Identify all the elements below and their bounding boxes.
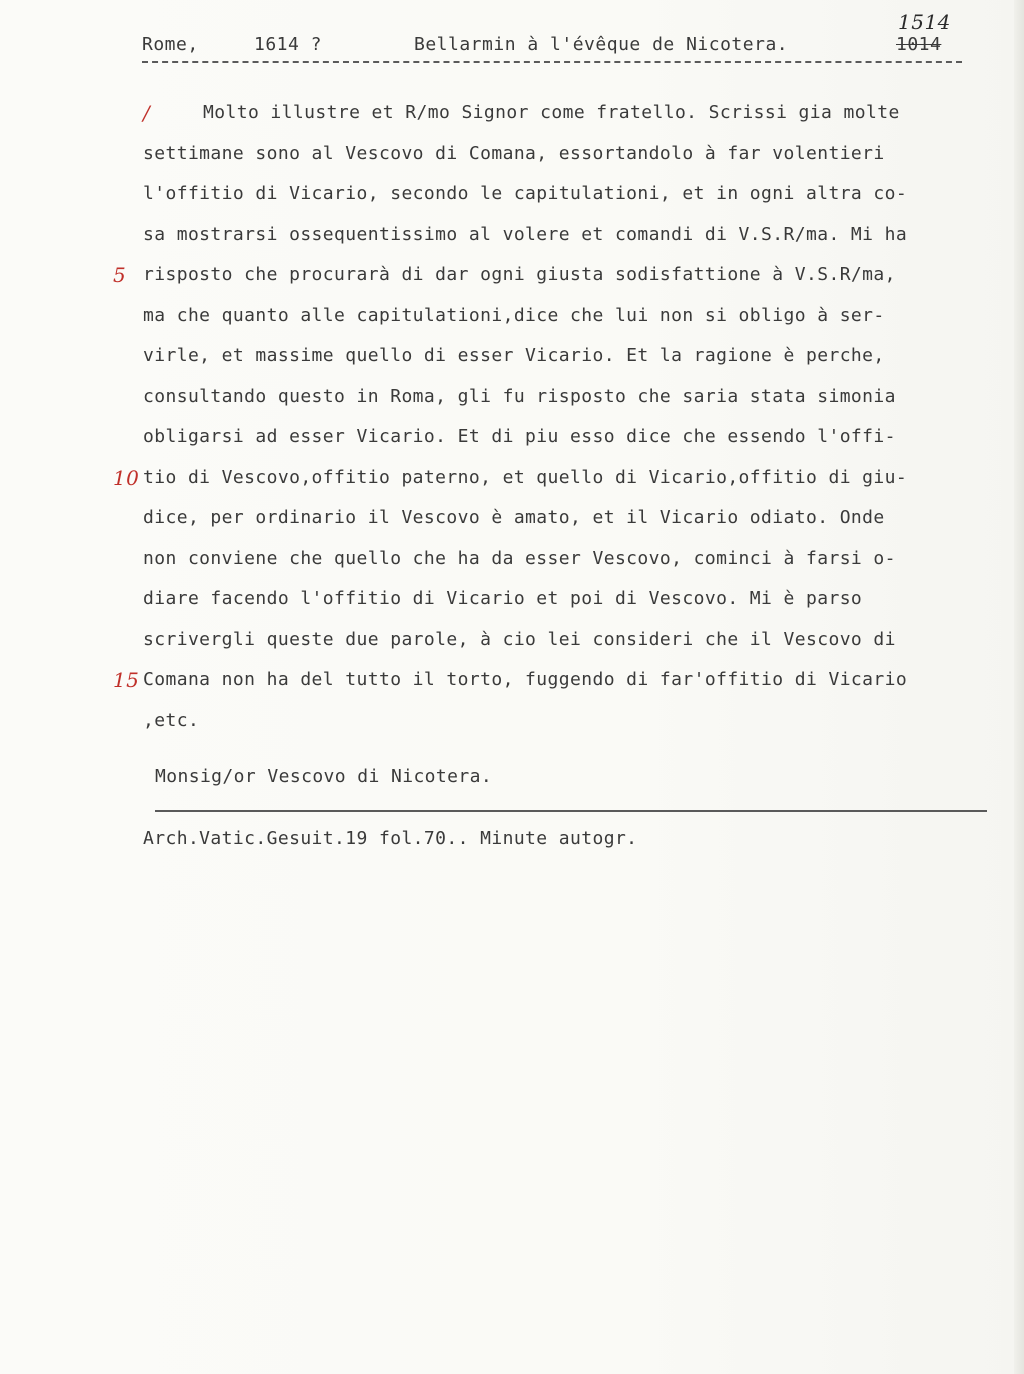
letter-line-text: Molto illustre et R/mo Signor come fratello. Scrissi gia molte bbox=[203, 102, 900, 123]
header-number-handwritten: 1514 bbox=[898, 10, 951, 34]
letter-line bbox=[143, 97, 993, 138]
paper-edge bbox=[1014, 0, 1024, 1374]
header-title: Bellarmin à l'évêque de Nicotera. bbox=[414, 34, 789, 55]
letter-line bbox=[143, 300, 993, 341]
letter-line-text: ,etc. bbox=[143, 709, 200, 731]
header-number-struck: 1014 bbox=[896, 34, 942, 55]
letter-line-text: l'offitio di Vicario, secondo le capitulationi, et in ogni altra co- bbox=[143, 183, 908, 204]
letter-line bbox=[143, 583, 993, 624]
letter-line-text: Comana non ha del tutto il torto, fuggendo di far'offitio di Vicario bbox=[143, 669, 908, 690]
letter-line bbox=[143, 624, 993, 665]
letter-line-text: non conviene che quello che ha da esser Vescovo, cominci à farsi o- bbox=[143, 547, 896, 569]
letter-line bbox=[143, 543, 993, 584]
letter-line bbox=[143, 381, 993, 422]
letter-body bbox=[113, 97, 993, 745]
letter-line bbox=[143, 219, 993, 260]
source-citation: Arch.Vatic.Gesuit.19 fol.70.. Minute autogr. bbox=[143, 828, 638, 849]
letter-line bbox=[143, 502, 993, 543]
letter-line-text: consultando questo in Roma, gli fu risposto che saria stata simonia bbox=[143, 385, 896, 407]
letter-line-text: diare facendo l'offitio di Vicario et poi di Vescovo. Mi è parso bbox=[143, 588, 863, 609]
letter-line-text: scrivergli queste due parole, à cio lei consideri che il Vescovo di bbox=[143, 628, 896, 650]
letter-line-text: dice, per ordinario il Vescovo è amato, et il Vicario odiato. Onde bbox=[143, 507, 885, 528]
letter-line-text: tio di Vescovo,offitio paterno, et quello di Vicario,offitio di giu- bbox=[143, 466, 908, 488]
letter-line bbox=[113, 664, 993, 705]
header-year: 1614 ? bbox=[254, 34, 323, 55]
letter-line bbox=[113, 259, 993, 300]
letter-line-text: sa mostrarsi ossequentissimo al volere et comandi di V.S.R/ma. Mi ha bbox=[143, 223, 908, 245]
margin-line-number: 15 bbox=[113, 668, 140, 692]
header-place: Rome, bbox=[142, 34, 199, 55]
letter-line-text: risposto che procurarà di dar ogni giusta sodisfattione à V.S.R/ma, bbox=[143, 264, 896, 285]
footer-rule bbox=[155, 810, 987, 812]
letter-line-text: virle, et massime quello di esser Vicario. Et la ragione è perche, bbox=[143, 345, 885, 366]
margin-line-number: / bbox=[143, 101, 151, 125]
document-header bbox=[142, 10, 962, 60]
letter-line bbox=[143, 178, 993, 219]
letter-line bbox=[143, 421, 993, 462]
letter-line bbox=[143, 138, 993, 179]
letter-line-text: settimane sono al Vescovo di Comana, essortandolo à far volentieri bbox=[143, 142, 885, 164]
letter-line-text: obligarsi ad esser Vicario. Et di piu esso dice che essendo l'offi- bbox=[143, 426, 896, 447]
letter-line bbox=[143, 340, 993, 381]
letter-line bbox=[113, 462, 993, 503]
header-rule bbox=[142, 61, 962, 63]
margin-line-number: 5 bbox=[113, 263, 127, 287]
letter-addressee: Monsig/or Vescovo di Nicotera. bbox=[155, 766, 493, 787]
letter-line bbox=[143, 705, 993, 746]
letter-line-text: ma che quanto alle capitulationi,dice che lui non si obligo à ser- bbox=[143, 304, 885, 326]
margin-line-number: 10 bbox=[113, 465, 140, 490]
